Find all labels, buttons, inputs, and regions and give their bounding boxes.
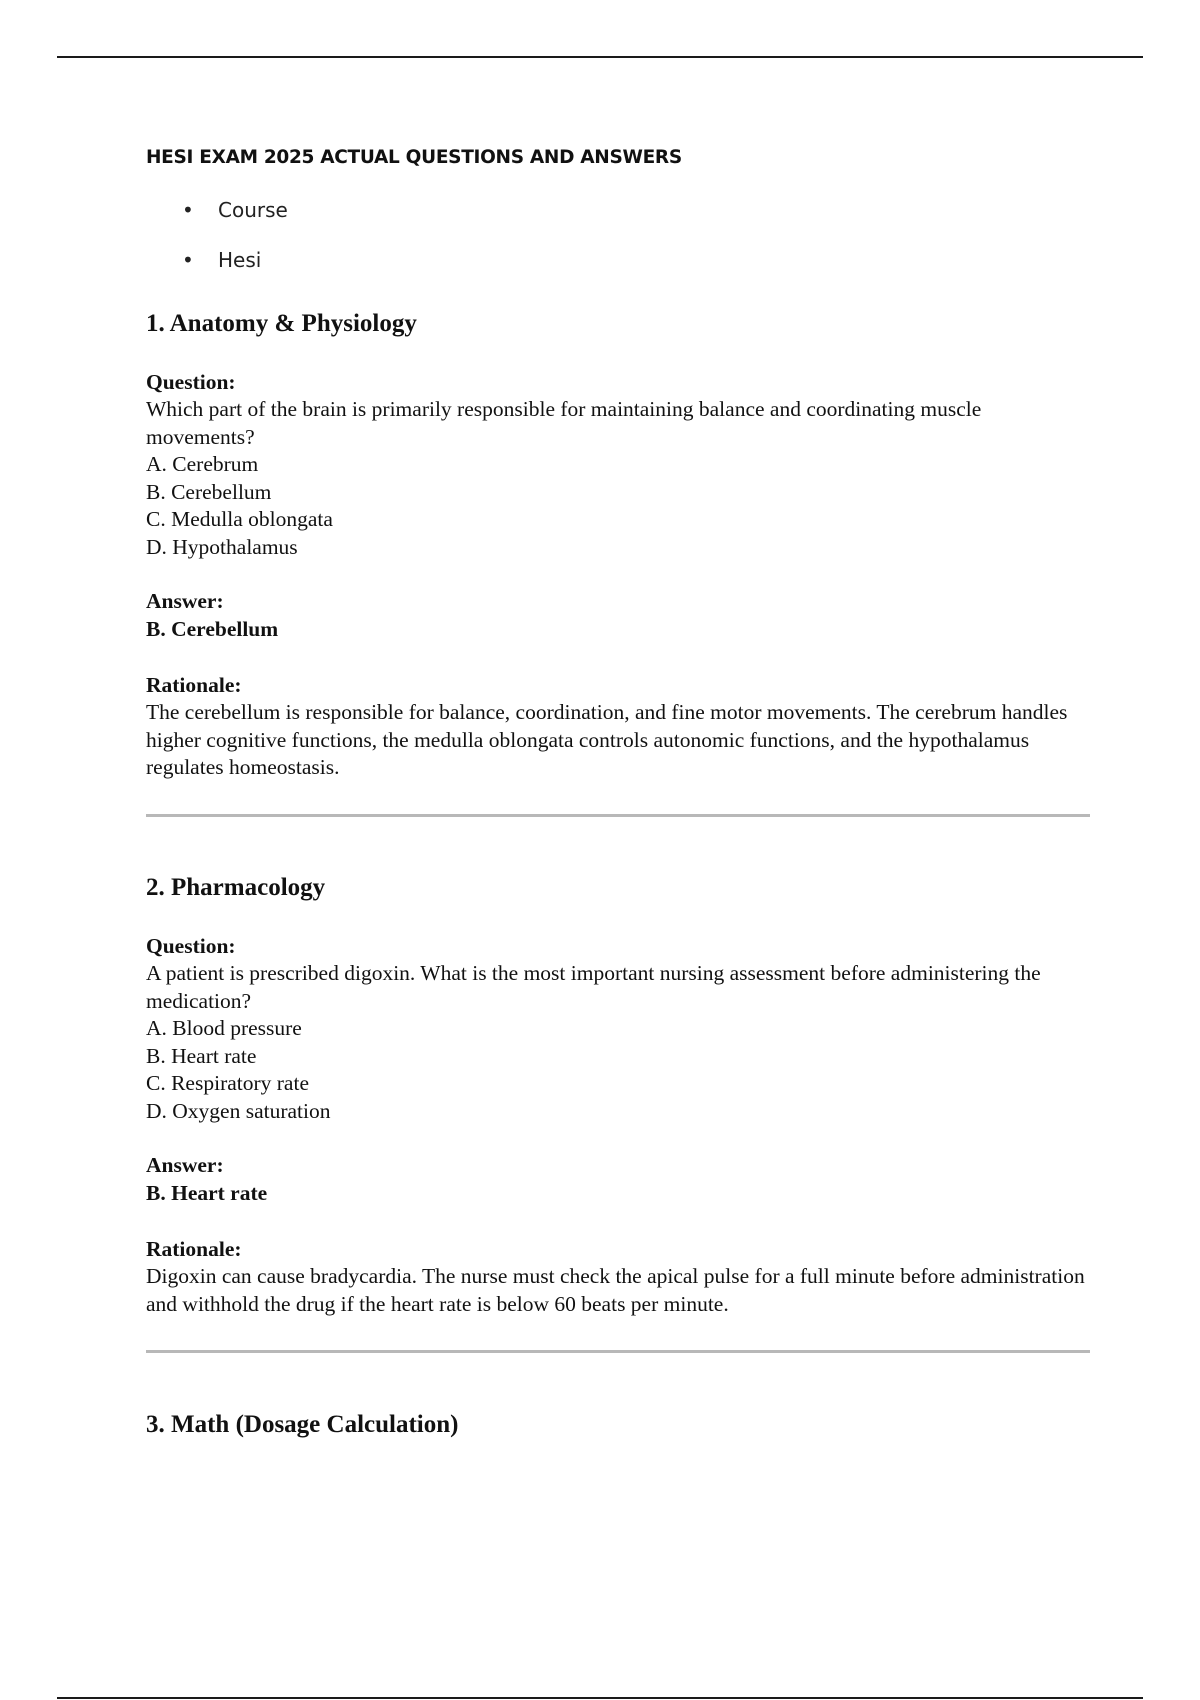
tag-item-hesi bbox=[146, 246, 288, 296]
option-c: C. Medulla oblongata bbox=[146, 507, 333, 531]
document-title: HESI EXAM 2025 ACTUAL QUESTIONS AND ANSWERS bbox=[146, 147, 682, 168]
answer-label: Answer: bbox=[146, 1153, 224, 1177]
answer-text: B. Cerebellum bbox=[146, 617, 279, 641]
tag-label: Course bbox=[218, 198, 288, 222]
section-math-dosage bbox=[146, 1410, 1090, 1440]
answer-label: Answer: bbox=[146, 589, 224, 613]
option-a: A. Cerebrum bbox=[146, 452, 259, 476]
section-divider bbox=[146, 814, 1090, 817]
bullet-icon: • bbox=[182, 198, 194, 222]
option-d: D. Hypothalamus bbox=[146, 534, 298, 559]
section-divider bbox=[146, 1350, 1090, 1353]
section-heading: 3. Math (Dosage Calculation) bbox=[146, 1411, 459, 1438]
tag-item-course bbox=[146, 196, 288, 246]
rationale-text: The cerebellum is responsible for balance, coordination, and fine motor movements. The cerebrum handles higher cognitive functions, the medulla oblongata controls autonomic functions, and the hypothalamus regulates homeostasis. bbox=[146, 700, 1068, 779]
rationale-text: Digoxin can cause bradycardia. The nurse must check the apical pulse for a full minute before administration and withhold the drug if the heart rate is below 60 beats per minute. bbox=[146, 1264, 1085, 1316]
question-text: Which part of the brain is primarily responsible for maintaining balance and coordinating muscle movements? bbox=[146, 397, 982, 449]
tag-label: Hesi bbox=[218, 248, 262, 272]
rationale-label: Rationale: bbox=[146, 1237, 242, 1261]
question-text: A patient is prescribed digoxin. What is the most important nursing assessment before administering the medication? bbox=[146, 961, 1041, 1013]
section-anatomy-physiology bbox=[146, 309, 1090, 782]
section-heading: 2. Pharmacology bbox=[146, 874, 326, 901]
tag-list bbox=[146, 196, 288, 296]
rationale-label: Rationale: bbox=[146, 673, 242, 697]
option-d: D. Oxygen saturation bbox=[146, 1098, 331, 1123]
option-b: B. Cerebellum bbox=[146, 479, 272, 504]
option-b: B. Heart rate bbox=[146, 1043, 257, 1068]
page-top-rule bbox=[57, 56, 1143, 58]
option-a: A. Blood pressure bbox=[146, 1016, 302, 1040]
page-bottom-rule bbox=[57, 1697, 1143, 1699]
answer-text: B. Heart rate bbox=[146, 1181, 268, 1205]
section-pharmacology bbox=[146, 873, 1090, 1318]
option-c: C. Respiratory rate bbox=[146, 1071, 309, 1095]
question-label: Question: bbox=[146, 370, 236, 394]
question-label: Question: bbox=[146, 934, 236, 958]
section-heading: 1. Anatomy & Physiology bbox=[146, 310, 417, 337]
bullet-icon: • bbox=[182, 248, 194, 272]
